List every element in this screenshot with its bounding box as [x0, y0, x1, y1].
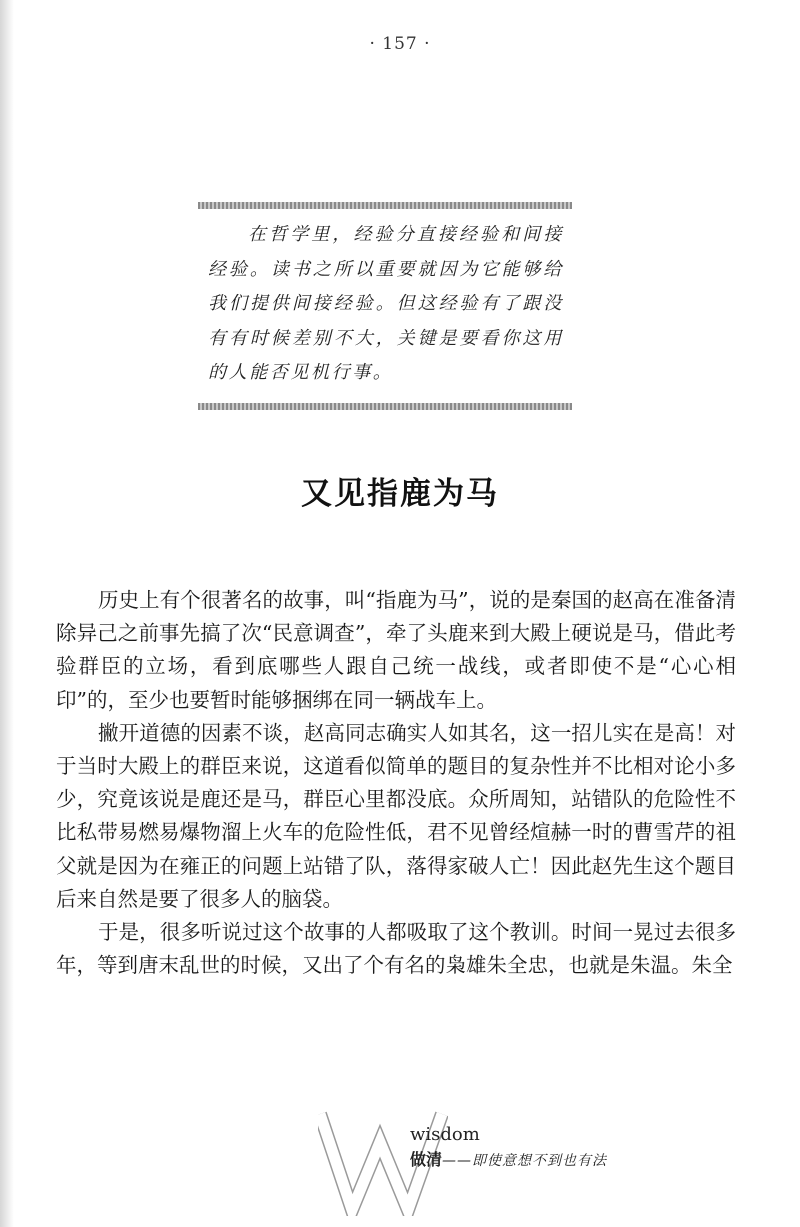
- footer-tagline: [410, 1147, 607, 1170]
- pull-quote-text: 在哲学里，经验分直接经验和间接经验。读书之所以重要就因为它能够给我们提供间接经验。但这经验有了跟没有有时候差别不大，关键是要看你这用的人能否见机行事。: [208, 224, 564, 383]
- footer-logo: [318, 1106, 638, 1216]
- footer-motto: ——即使意想不到也有法: [442, 1153, 608, 1169]
- pull-quote-box: [198, 202, 572, 410]
- scan-edge-shadow: [0, 0, 14, 1227]
- paragraph: 历史上有个很著名的故事，叫“指鹿为马”，说的是秦国的赵高在准备清除异己之前事先搞了次“民意调查”，牵了头鹿来到大殿上硬说是马，借此考验群臣的立场，看到底哪些人跟自己统一战线，或者即使不是“心心相印”的，至少也要暂时能够捆绑在同一辆战车上。: [56, 588, 736, 712]
- paragraph: 撇开道德的因素不谈，赵高同志确实人如其名，这一招儿实在是高！对于当时大殿上的群臣来说，这道看似简单的题目的复杂性并不比相对论小多少，究竟该说是鹿还是马，群臣心里都没底。众所周知，站错队的危险性不比私带易燃易爆物溜上火车的危险性低，君不见曾经煊赫一时的曹雪芹的祖父就是因为在雍正的问题上站错了队，落得家破人亡！因此赵先生这个题目后来自然是要了很多人的脑袋。: [56, 720, 736, 911]
- quote-bottom-rule: [198, 403, 572, 410]
- article-title: 又见指鹿为马: [301, 476, 499, 512]
- paragraph: 于是，很多听说过这个故事的人都吸取了这个教训。时间一晃过去很多年，等到唐末乱世的时候，又出了个有名的枭雄朱全忠，也就是朱温。朱全: [56, 920, 736, 978]
- footer-wisdom-word: wisdom: [410, 1124, 480, 1145]
- page-number: · 157 ·: [369, 34, 431, 54]
- article-body: [56, 584, 736, 982]
- footer-brand: 做清: [410, 1150, 443, 1169]
- quote-top-rule: [198, 202, 572, 209]
